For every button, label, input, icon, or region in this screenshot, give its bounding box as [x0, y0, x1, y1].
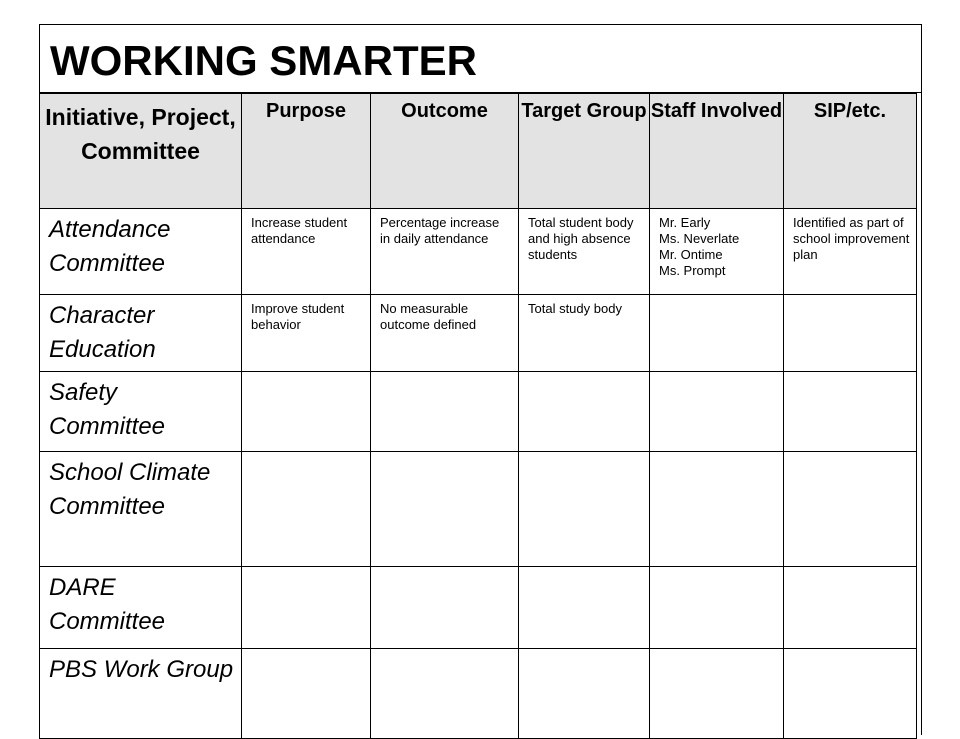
- staff-cell: [650, 209, 784, 295]
- table-row: [40, 649, 917, 739]
- sip-cell: [784, 649, 917, 739]
- staff-name: Ms. Neverlate: [659, 231, 740, 246]
- header-staff-involved: Staff Involved: [650, 94, 784, 209]
- purpose-cell: [242, 452, 371, 567]
- worksheet-frame: [39, 24, 922, 735]
- sip-cell: [784, 372, 917, 452]
- title-row: [40, 25, 921, 93]
- staff-name: Mr. Early: [659, 215, 711, 230]
- header-sip: SIP/etc.: [784, 94, 917, 209]
- initiative-name: Attendance Committee: [40, 209, 242, 295]
- target-group-cell: [519, 649, 650, 739]
- target-group-cell: Total student body and high absence students: [519, 209, 650, 295]
- staff-cell: [650, 567, 784, 649]
- staff-cell: [650, 295, 784, 372]
- initiative-name: Safety Committee: [40, 372, 242, 452]
- sip-cell: [784, 567, 917, 649]
- target-group-cell: [519, 567, 650, 649]
- staff-cell: [650, 452, 784, 567]
- header-initiative: Initiative, Project, Committee: [40, 94, 242, 209]
- purpose-cell: [242, 567, 371, 649]
- header-row: [40, 94, 917, 209]
- initiative-name: School Climate Committee: [40, 452, 242, 567]
- staff-name: Mr. Ontime: [659, 247, 723, 262]
- page-title: WORKING SMARTER: [50, 37, 477, 84]
- table-row: [40, 295, 917, 372]
- outcome-cell: [371, 452, 519, 567]
- outcome-cell: Percentage increase in daily attendance: [371, 209, 519, 295]
- target-group-cell: [519, 452, 650, 567]
- staff-cell: [650, 372, 784, 452]
- target-group-cell: Total study body: [519, 295, 650, 372]
- purpose-cell: Improve student behavior: [242, 295, 371, 372]
- initiative-name: DARE Committee: [40, 567, 242, 649]
- table-row: [40, 372, 917, 452]
- outcome-cell: [371, 567, 519, 649]
- outcome-cell: No measurable outcome defined: [371, 295, 519, 372]
- table-row: [40, 452, 917, 567]
- sip-cell: [784, 295, 917, 372]
- header-target-group: Target Group: [519, 94, 650, 209]
- header-outcome: Outcome: [371, 94, 519, 209]
- initiative-name: Character Education: [40, 295, 242, 372]
- purpose-cell: [242, 649, 371, 739]
- purpose-cell: [242, 372, 371, 452]
- staff-cell: [650, 649, 784, 739]
- purpose-cell: Increase student attendance: [242, 209, 371, 295]
- table-row: [40, 567, 917, 649]
- target-group-cell: [519, 372, 650, 452]
- table-row: [40, 209, 917, 295]
- sip-cell: [784, 452, 917, 567]
- staff-name: Ms. Prompt: [659, 263, 726, 278]
- initiative-name: PBS Work Group: [40, 649, 242, 739]
- sip-cell: Identified as part of school improvement plan: [784, 209, 917, 295]
- outcome-cell: [371, 649, 519, 739]
- initiatives-table: [39, 93, 917, 739]
- outcome-cell: [371, 372, 519, 452]
- header-purpose: Purpose: [242, 94, 371, 209]
